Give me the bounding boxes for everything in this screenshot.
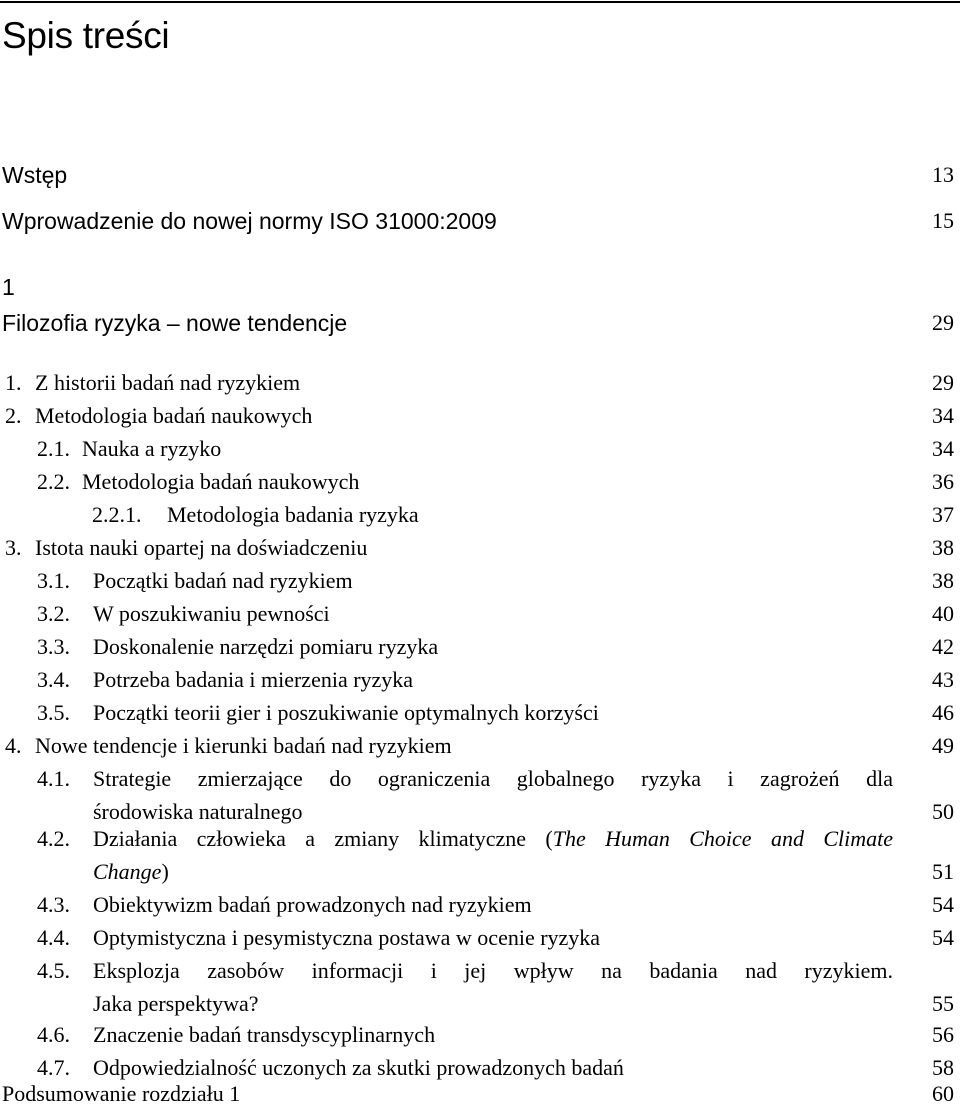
toc-entry[interactable] bbox=[0, 531, 960, 564]
toc-page-number: 36 bbox=[932, 469, 954, 494]
toc-entry[interactable] bbox=[0, 663, 960, 696]
toc-entry-title: Optymistyczna i pesymistyczna postawa w ocenie ryzyka bbox=[93, 925, 601, 950]
toc-entry-number: 1. bbox=[5, 370, 22, 395]
toc-entry-title: Z historii badań nad ryzykiem bbox=[35, 370, 301, 395]
toc-page-number: 40 bbox=[932, 601, 954, 626]
toc-entry-number: 4. bbox=[5, 733, 22, 758]
toc-entry-title: Odpowiedzialność uczonych za skutki prowadzonych badań bbox=[93, 1055, 624, 1080]
title-text: ) bbox=[161, 859, 169, 884]
toc-entry-title bbox=[93, 954, 893, 1020]
toc-page-number: 42 bbox=[932, 634, 954, 659]
toc-entry-number: 3. bbox=[5, 535, 22, 560]
toc-entry-number: 3.4. bbox=[37, 667, 70, 692]
toc-entry-number: 4.1. bbox=[37, 766, 70, 791]
toc-page-number: 29 bbox=[932, 370, 954, 395]
toc-entry[interactable] bbox=[0, 432, 960, 465]
toc-entry-title: Nauka a ryzyko bbox=[82, 436, 222, 461]
toc-entry[interactable] bbox=[0, 465, 960, 498]
toc-entry[interactable] bbox=[0, 366, 960, 399]
toc-entry-title: Podsumowanie rozdziału 1 bbox=[2, 1081, 241, 1106]
toc-entry[interactable] bbox=[0, 597, 960, 630]
chapter-number bbox=[0, 270, 960, 304]
toc-page-number: 34 bbox=[932, 436, 954, 461]
toc-entry-wprowadzenie[interactable] bbox=[0, 204, 960, 238]
toc-entry[interactable] bbox=[0, 921, 960, 954]
toc-page-number: 38 bbox=[932, 535, 954, 560]
toc-entry[interactable] bbox=[0, 762, 960, 828]
toc-entry-title: Metodologia badania ryzyka bbox=[167, 502, 419, 527]
toc-entry[interactable] bbox=[0, 888, 960, 921]
toc-entry-number: 2. bbox=[5, 403, 22, 428]
toc-entry-number: 4.5. bbox=[37, 958, 70, 983]
toc-entry[interactable] bbox=[0, 630, 960, 663]
toc-entry-title-line: środowiska naturalnego bbox=[93, 799, 303, 824]
toc-entry[interactable] bbox=[0, 729, 960, 762]
toc-entry-number: 2.2.1. bbox=[92, 502, 142, 527]
toc-entry-number: 4.3. bbox=[37, 892, 70, 917]
toc-entry-title: Potrzeba badania i mierzenia ryzyka bbox=[93, 667, 414, 692]
toc-entry[interactable] bbox=[0, 696, 960, 729]
toc-page-number: 49 bbox=[932, 733, 954, 758]
toc-entry-title: W poszukiwaniu pewności bbox=[93, 601, 330, 626]
toc-entry-number: 4.4. bbox=[37, 925, 70, 950]
toc-entry-title: Początki badań nad ryzykiem bbox=[93, 568, 353, 593]
toc-page-number: 38 bbox=[932, 568, 954, 593]
toc-page-number: 54 bbox=[932, 892, 954, 917]
toc-page-number: 29 bbox=[932, 310, 954, 335]
toc-entry[interactable] bbox=[0, 1018, 960, 1051]
top-rule bbox=[0, 1, 960, 3]
toc-page-number: 43 bbox=[932, 667, 954, 692]
toc-page-number: 13 bbox=[932, 162, 954, 187]
toc-page-number: 55 bbox=[932, 991, 954, 1016]
toc-page-number: 15 bbox=[932, 208, 954, 233]
toc-page-number: 46 bbox=[932, 700, 954, 725]
toc-page-number: 56 bbox=[932, 1022, 954, 1047]
toc-entry-title: Początki teorii gier i poszukiwanie optymalnych korzyści bbox=[93, 700, 599, 725]
toc-entry[interactable] bbox=[0, 822, 960, 888]
toc-entry-number: 2.1. bbox=[37, 436, 70, 461]
toc-entry[interactable] bbox=[0, 399, 960, 432]
toc-entry-title: Obiektywizm badań prowadzonych nad ryzykiem bbox=[93, 892, 532, 917]
toc-entry-title: Nowe tendencje i kierunki badań nad ryzykiem bbox=[35, 733, 452, 758]
toc-entry-wstep[interactable] bbox=[0, 158, 960, 192]
toc-entry[interactable] bbox=[0, 498, 960, 531]
toc-page-number: 58 bbox=[932, 1055, 954, 1080]
toc-page-number: 51 bbox=[932, 859, 954, 884]
toc-entry-number: 3.2. bbox=[37, 601, 70, 626]
toc-entry-title: Wprowadzenie do nowej normy ISO 31000:2009 bbox=[2, 208, 497, 234]
toc-entry-number: 4.7. bbox=[37, 1055, 70, 1080]
toc-entry-number: 3.3. bbox=[37, 634, 70, 659]
chapter-number-text: 1 bbox=[2, 274, 15, 300]
toc-entry-title: Doskonalenie narzędzi pomiaru ryzyka bbox=[93, 634, 439, 659]
toc-entry-number: 3.1. bbox=[37, 568, 70, 593]
toc-page-number: 54 bbox=[932, 925, 954, 950]
italic-book-title: Change bbox=[93, 859, 162, 884]
toc-entry-chapter-1[interactable] bbox=[0, 306, 960, 340]
toc-entry-title bbox=[93, 762, 893, 828]
toc-entry-title-line: Eksplozja zasobów informacji i jej wpływ na badania nad ryzykiem. bbox=[93, 958, 893, 983]
toc-entry-title-line: Strategie zmierzające do ograniczenia globalnego ryzyka i zagrożeń dla bbox=[93, 766, 893, 791]
title-text: Działania człowieka a zmiany klimatyczne ( bbox=[93, 826, 553, 851]
toc-entry-title-line bbox=[93, 855, 893, 888]
toc-page-number: 37 bbox=[932, 502, 954, 527]
toc-entry[interactable] bbox=[0, 954, 960, 1020]
toc-entry[interactable] bbox=[0, 564, 960, 597]
italic-book-title: The Human Choice and Climate bbox=[552, 826, 893, 851]
toc-entry-number: 4.6. bbox=[37, 1022, 70, 1047]
toc-entry-title-line bbox=[93, 822, 893, 855]
toc-entry-title bbox=[93, 822, 893, 888]
toc-entry-title: Znaczenie badań transdyscyplinarnych bbox=[93, 1022, 436, 1047]
toc-entry-title: Metodologia badań naukowych bbox=[82, 469, 360, 494]
toc-entry-title: Istota nauki opartej na doświadczeniu bbox=[35, 535, 368, 560]
toc-entry-number: 4.2. bbox=[37, 826, 70, 851]
toc-page-number: 60 bbox=[932, 1081, 954, 1106]
page-title: Spis treści bbox=[2, 15, 170, 56]
toc-entry-number: 3.5. bbox=[37, 700, 70, 725]
toc-entry-summary[interactable] bbox=[0, 1079, 960, 1109]
toc-entry-title: Metodologia badań naukowych bbox=[35, 403, 313, 428]
toc-entry-title: Wstęp bbox=[2, 162, 68, 188]
toc-entry-title-line: Jaka perspektywa? bbox=[93, 991, 259, 1016]
chapter-title: Filozofia ryzyka – nowe tendencje bbox=[2, 310, 348, 336]
toc-page-number: 50 bbox=[932, 799, 954, 824]
toc-page-number: 34 bbox=[932, 403, 954, 428]
toc-entry-number: 2.2. bbox=[37, 469, 70, 494]
